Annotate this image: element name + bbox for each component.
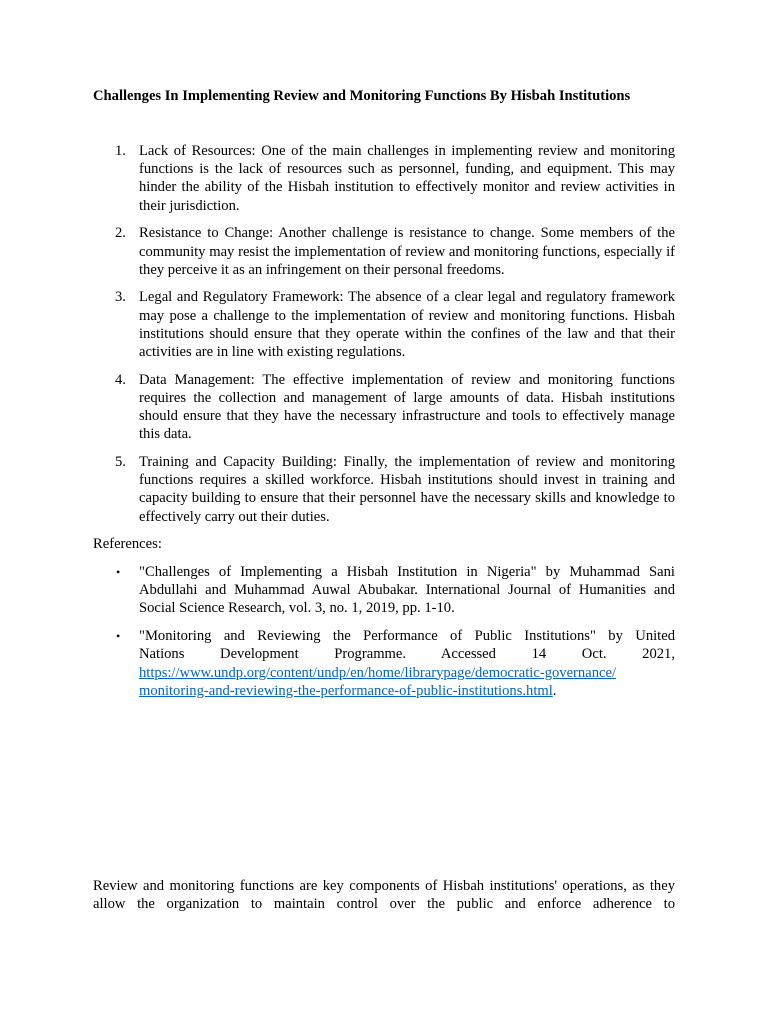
references-list (93, 563, 675, 709)
reference-text-line: Nations Development Programme. Accessed 14 Oct. 2021, (139, 646, 675, 663)
reference-link-line: monitoring-and-reviewing-the-performance-of-public-institutions.html (139, 682, 553, 699)
reference-link-line: https://www.undp.org/content/undp/en/home/librarypage/democratic-governance/ (139, 664, 616, 681)
list-number: 5. (115, 454, 126, 471)
list-item-text: Data Management: The effective implementation of review and monitoring functions requires the collection and management of large amounts of data. Hisbah institutions should ensure that they have the necessary infrastructure and tools to effectively manage this data. (139, 371, 675, 443)
bullet-icon: • (116, 629, 121, 644)
list-item (93, 224, 675, 279)
references-heading: References: (93, 536, 162, 552)
reference-item (93, 563, 675, 618)
reference-link[interactable] (139, 665, 616, 699)
challenges-list (93, 142, 675, 535)
list-item-text: Training and Capacity Building: Finally, the implementation of review and monitoring functions requires a skilled workforce. Hisbah institutions should invest in training and capacity building to ensure that their personnel have the necessary skills and knowledge to effectively carry out their duties. (139, 454, 675, 525)
list-item (93, 288, 675, 361)
list-item (93, 453, 675, 526)
list-number: 3. (115, 289, 126, 306)
list-item (93, 142, 675, 215)
list-item-text: Resistance to Change: Another challenge is resistance to change. Some members of the community may resist the implementation of review and monitoring functions, especially if they perceive it as an infringement on their personal freedoms. (139, 225, 675, 278)
list-number: 2. (115, 225, 126, 242)
reference-text: "Challenges of Implementing a Hisbah Institution in Nigeria" by Muhammad Sani Abdullahi and Muhammad Auwal Abubakar. International Journal of Humanities and Social Science Research, vol. 3, no. 1, 2019, pp. 1-10. (139, 564, 675, 617)
list-number: 1. (115, 143, 126, 159)
reference-item (93, 627, 675, 700)
document-page (93, 0, 675, 1024)
bullet-icon: • (116, 565, 121, 579)
reference-text-line: "Monitoring and Reviewing the Performance of Public Institutions" by United (139, 628, 675, 645)
list-number: 4. (115, 371, 126, 388)
document-title: Challenges In Implementing Review and Monitoring Functions By Hisbah Institutions (93, 88, 631, 104)
closing-paragraph: Review and monitoring functions are key components of Hisbah institutions' operations, as they allow the organization to maintain control over the public and enforce adherence to (93, 878, 675, 913)
list-item-text: Legal and Regulatory Framework: The absence of a clear legal and regulatory framework may pose a challenge to the implementation of review and monitoring functions. Hisbah institutions should ensure that they operate within the confines of the law and that their activities are in line with existing regulations. (139, 289, 675, 361)
reference-trailing-period: . (552, 682, 557, 699)
list-item (93, 371, 675, 444)
list-item-text: Lack of Resources: One of the main challenges in implementing review and monitoring functions is the lack of resources such as personnel, funding, and equipment. This may hinder the ability of the Hisbah institution to effectively monitor and review activities in their jurisdiction. (139, 143, 675, 214)
